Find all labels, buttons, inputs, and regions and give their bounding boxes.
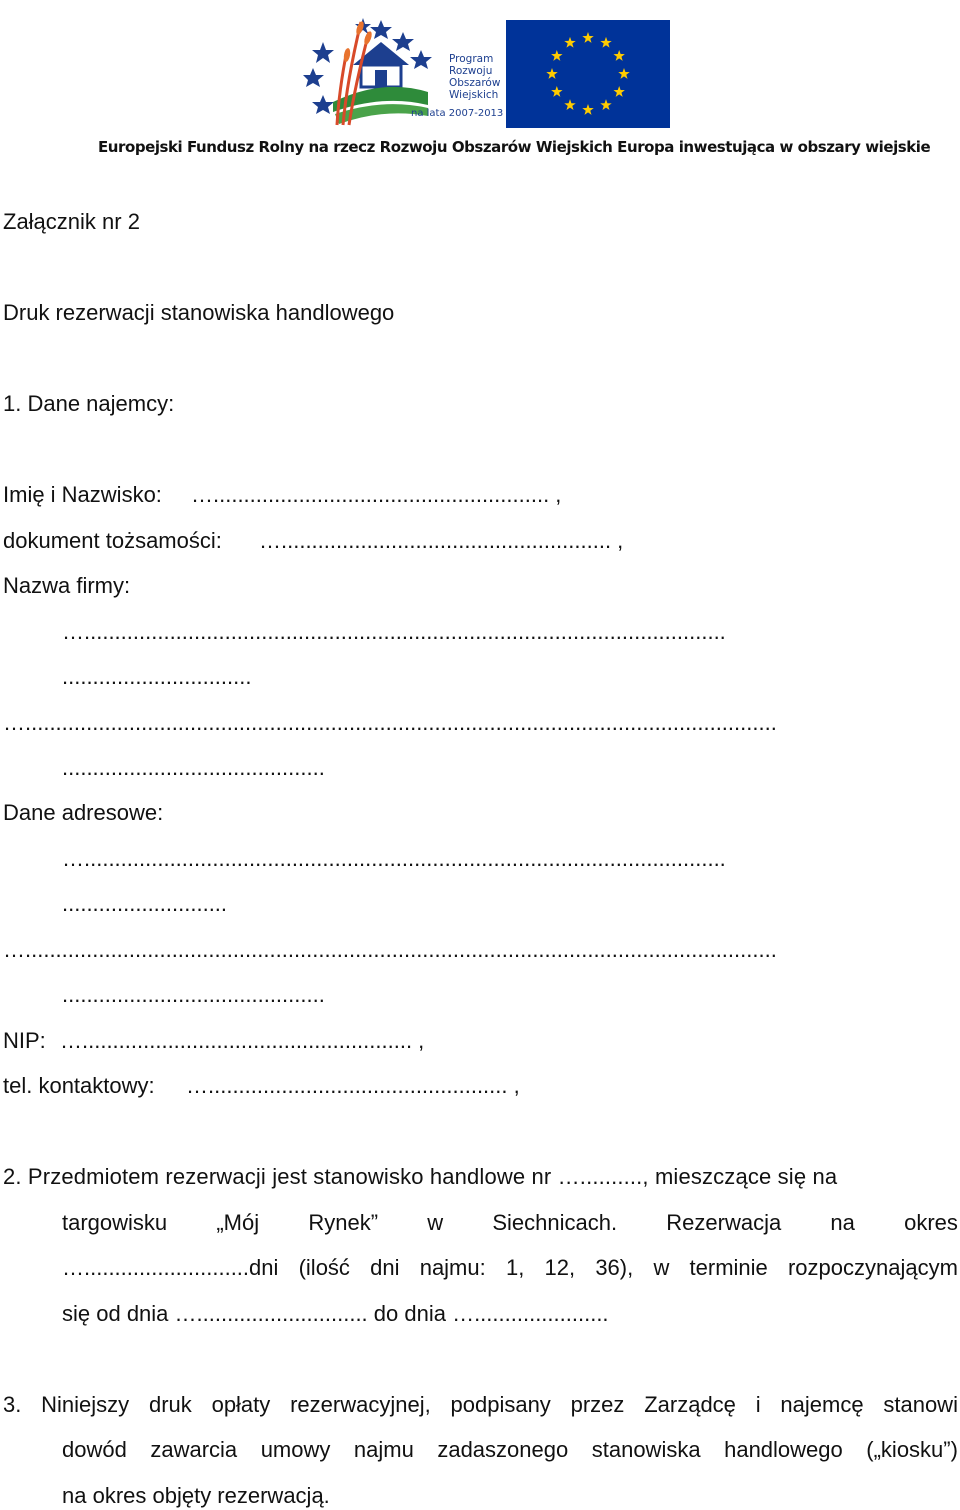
company-field-line4[interactable]: ........................................... [62,755,325,780]
phone-field[interactable]: …................................................. , [186,1073,520,1098]
word: i [755,1392,761,1417]
phone-label: tel. kontaktowy: [3,1073,155,1098]
company-field-line1[interactable]: …......................................................................................................... [62,619,726,644]
word: Rezerwacja [666,1210,782,1235]
word: podpisany [450,1392,551,1417]
logo-text-4: na lata 2007-2013 [411,108,503,119]
word: druk [148,1392,192,1417]
logo-text-1: Rozwoju [449,65,493,77]
section2-line3 [62,1254,958,1282]
logo-text-0: Program [449,53,494,65]
word: na [830,1210,855,1235]
address-field-line1[interactable]: …......................................................................................................... [62,846,726,871]
section1-heading: 1. Dane najemcy: [3,391,175,416]
word: w [427,1210,444,1235]
word: Niniejszy [41,1392,130,1417]
word: Siechnicach. [492,1210,618,1235]
word: okres [904,1210,958,1235]
company-field-line2[interactable]: ............................... [62,664,252,689]
word: rezerwacyjnej, [290,1392,431,1417]
address-field-line2[interactable]: ........................... [62,891,228,916]
nip-label: NIP: [3,1028,46,1053]
word: umowy [260,1437,331,1462]
word: (ilość [298,1255,350,1280]
company-field-line3[interactable]: …........................................................................................................................... [3,710,777,735]
word: zadaszonego [437,1437,569,1462]
name-label: Imię i Nazwisko: [3,482,162,507]
word: dowód [62,1437,127,1462]
id-document-field[interactable]: …...................................................... , [259,528,624,553]
nip-field[interactable]: …...................................................... , [60,1028,425,1053]
section3-line1 [3,1391,958,1419]
word: Zarządcę [644,1392,736,1417]
id-document-label: dokument tożsamości: [3,528,222,553]
word: najmu [353,1437,414,1462]
section2-line2 [62,1209,958,1237]
address-field-line3[interactable]: …........................................................................................................................... [3,937,777,962]
word: najmu: [419,1255,486,1280]
address-field-line4[interactable]: ........................................... [62,982,325,1007]
section2-line1: 2. Przedmiotem rezerwacji jest stanowisko handlowe nr ….........., mieszczące się na [3,1164,838,1189]
header-caption: Europejski Fundusz Rolny na rzecz Rozwoju Obszarów Wiejskich Europa inwestująca w obszary wiejskie [98,138,931,156]
section2-line4: się od dnia …............................ do dnia …...................... [62,1301,609,1326]
word: przez [570,1392,625,1417]
word: najemcę [780,1392,864,1417]
document-title: Druk rezerwacji stanowiska handlowego [3,300,395,325]
word: 12, [544,1255,576,1280]
word: 3. [3,1392,22,1417]
name-field[interactable]: …....................................................... , [191,482,562,507]
word: 36), [595,1255,634,1280]
eu-flag-logo [506,20,670,128]
house-door [375,70,387,87]
logo-text-3: Wiejskich [449,89,499,101]
word: „Mój [216,1210,260,1235]
word: rozpoczynającym [787,1255,958,1280]
word: terminie [689,1255,768,1280]
word: stanowiska [591,1437,701,1462]
word: stanowi [883,1392,958,1417]
word: targowisku [62,1210,168,1235]
word: dni [370,1255,400,1280]
word: handlowego [724,1437,843,1462]
prow-logo [303,10,503,128]
attachment-label: Załącznik nr 2 [3,209,140,234]
word: 1, [505,1255,525,1280]
section3-line3: na okres objęty rezerwacją. [62,1483,330,1508]
word: w [653,1255,670,1280]
company-label: Nazwa firmy: [3,573,131,598]
word: opłaty [211,1392,271,1417]
word: („kiosku”) [866,1437,958,1462]
logo-text-2: Obszarów [449,77,501,89]
days-field[interactable]: …...........................dni [62,1255,279,1280]
address-label: Dane adresowe: [3,800,164,825]
section3-line2 [62,1436,958,1464]
word: zawarcia [150,1437,238,1462]
word: Rynek” [308,1210,379,1235]
